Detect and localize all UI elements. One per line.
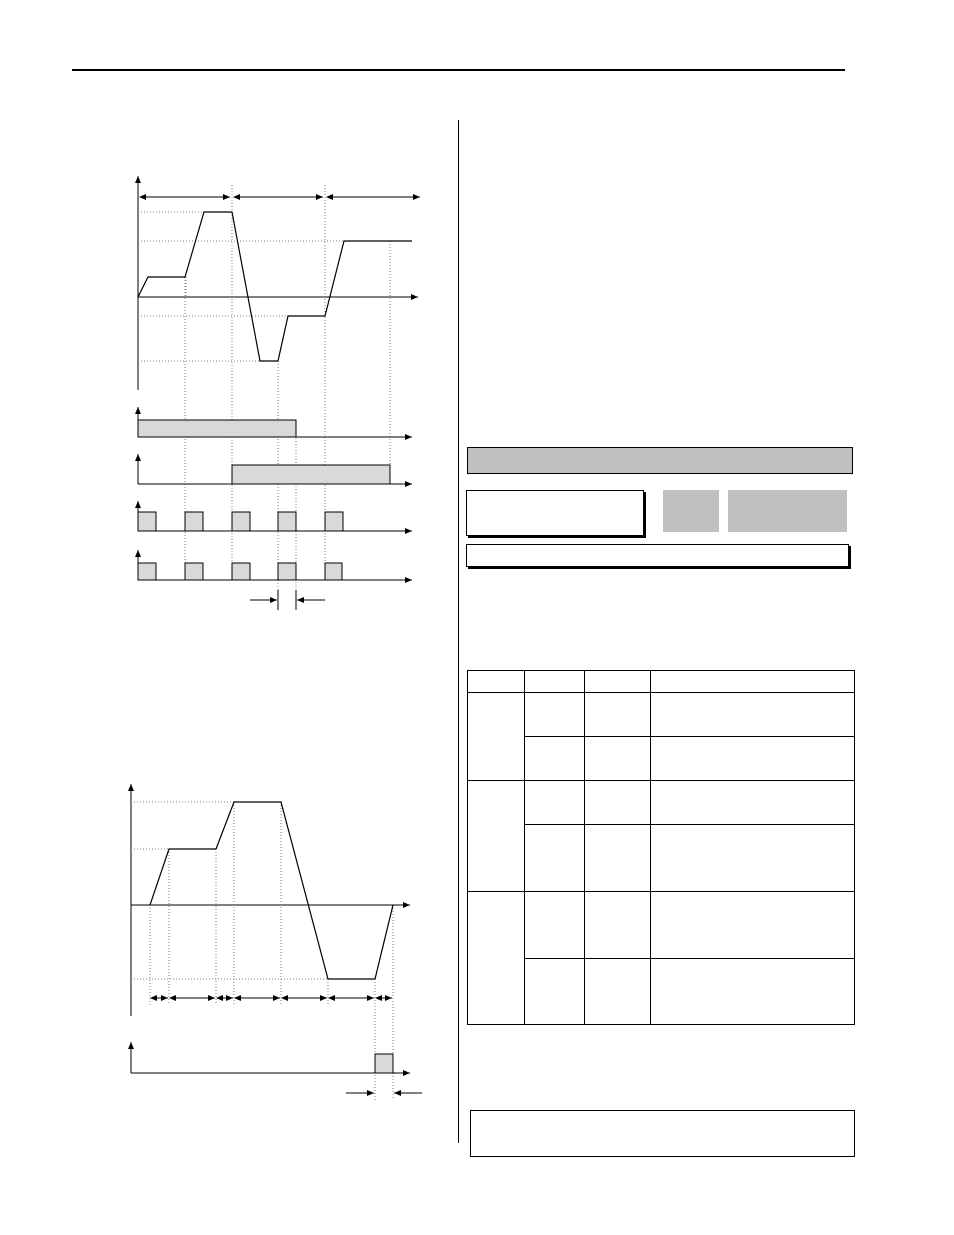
table-cell [525, 781, 585, 825]
table-cell [651, 737, 855, 781]
table-cell [525, 892, 585, 959]
table-cell [585, 781, 651, 825]
table-row [468, 781, 855, 825]
table-row [468, 737, 855, 781]
table-header-cell [651, 671, 855, 693]
table-row [468, 892, 855, 959]
table-cell [651, 959, 855, 1025]
section-header-bar [467, 447, 853, 474]
table-row [468, 693, 855, 737]
note-box [470, 1110, 855, 1157]
table-group-cell [468, 693, 525, 781]
table-cell [651, 693, 855, 737]
table-header-cell [468, 671, 525, 693]
table-header-cell [585, 671, 651, 693]
table-cell [525, 825, 585, 892]
table-group-cell [468, 781, 525, 892]
table-row [468, 959, 855, 1025]
table-cell [525, 737, 585, 781]
table-cell [585, 693, 651, 737]
lower-grid-vertical [150, 802, 393, 1100]
table-cell [585, 737, 651, 781]
table-cell [585, 959, 651, 1025]
table-cell [525, 693, 585, 737]
lower-frequency-waveform [150, 802, 393, 979]
lower-grid-horizontal [131, 802, 375, 979]
table-cell [585, 825, 651, 892]
table-cell [585, 892, 651, 959]
table-header-cell [525, 671, 585, 693]
parameter-code-cell [663, 490, 719, 532]
table-cell [525, 959, 585, 1025]
table-group-cell [468, 892, 525, 1025]
table-header-row [468, 671, 855, 693]
parameter-name-box [466, 490, 644, 536]
table-cell [651, 781, 855, 825]
lower-signal-pulse [375, 1054, 393, 1073]
settings-table [467, 670, 855, 1025]
table-cell [651, 892, 855, 959]
table-cell [651, 825, 855, 892]
parameter-default-cell [728, 490, 847, 532]
parameter-description-box [466, 544, 849, 567]
table-row [468, 825, 855, 892]
